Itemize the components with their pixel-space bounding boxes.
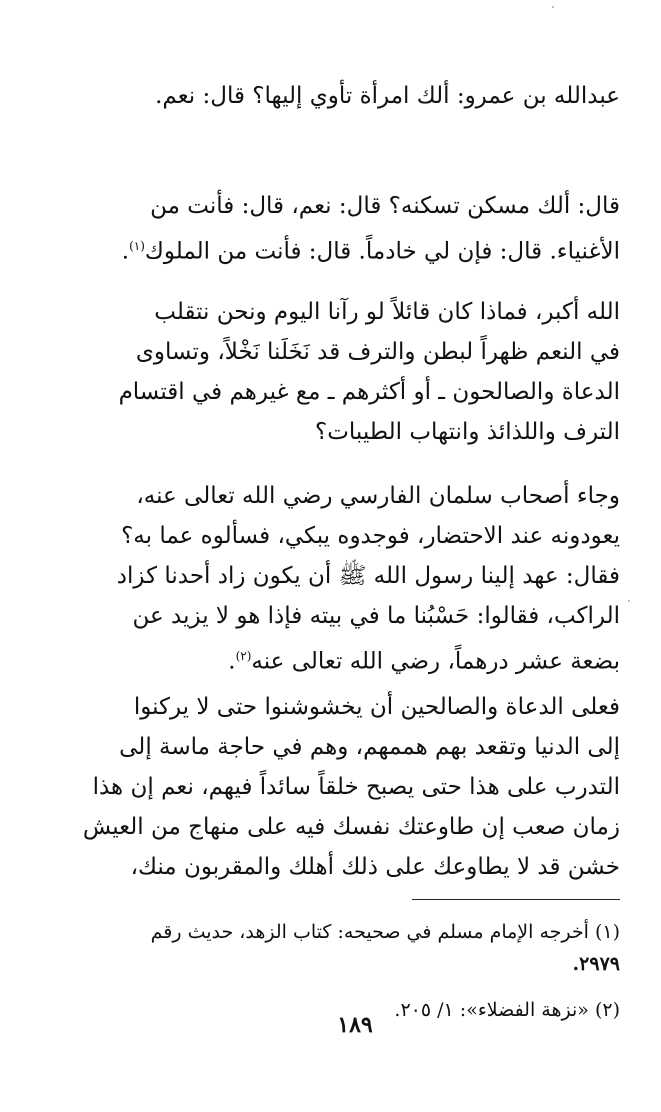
paragraph-5 [60, 687, 620, 887]
paragraph-1 [60, 76, 620, 116]
text-line: بضعة عشر درهماً، رضي الله تعالى عنه$^{(٢)}$. [228, 648, 620, 675]
text-line: زمان صعب إن طاوعتك نفسك فيه على منهاج من العيش [82, 814, 620, 840]
text-line: خشن قد لا يطاوعك على ذلك أهلك والمقربون منك، [130, 854, 620, 880]
footnote-text-continued: ٢٩٧٩. [572, 953, 620, 975]
text-line: إلى الدنيا وتقعد بهم هممهم، وهم في حاجة ماسة إلى [119, 734, 620, 760]
footnote-text: «نزهة الفضلاء»: ١/ ٢٠٥. [394, 999, 589, 1021]
footnote-ref-1: (١) [129, 239, 145, 253]
text-line: الله أكبر، فماذا كان قائلاً لو رآنا اليوم ونحن نتقلب [154, 299, 620, 325]
footnote-1 [60, 916, 620, 980]
paragraph-2 [60, 186, 620, 272]
paragraph-3 [60, 292, 620, 452]
footnote-divider [412, 899, 620, 900]
footnote-text: أخرجه الإمام مسلم في صحيحه: كتاب الزهد، حديث رقم [150, 921, 589, 943]
paragraph-4 [60, 476, 620, 682]
text-line: فقال: عهد إلينا رسول الله ﷺ أن يكون زاد أحدنا كزاد [116, 563, 620, 589]
scan-speck [552, 6, 554, 8]
scan-speck [628, 600, 630, 602]
footnote-number: (١) [594, 921, 620, 943]
text-line: قال: ألك مسكن تسكنه؟ قال: نعم، قال: فأنت من [150, 193, 620, 219]
page-number: ١٨٩ [337, 1012, 373, 1038]
text-line: التدرب على هذا حتى يصبح خلقاً سائداً فيهم، نعم إن هذا [92, 774, 620, 800]
text-line: الترف واللذائذ وانتهاب الطيبات؟ [315, 419, 620, 445]
footnote-number: (٢) [594, 999, 620, 1021]
text-line: يعودونه عند الاحتضار، فوجدوه يبكي، فسألوه عما به؟ [121, 523, 620, 549]
text-line: عبدالله بن عمرو: ألك امرأة تأوي إليها؟ قال: نعم. [155, 83, 620, 109]
text-line: الأغنياء. قال: فإن لي خادماً. قال: فأنت من الملوك$^{(١)}$. [121, 238, 620, 265]
text-line: وجاء أصحاب سلمان الفارسي رضي الله تعالى عنه، [136, 483, 620, 509]
footnote-ref-2: (٢) [235, 649, 252, 663]
text-line: الراكب، فقالوا: حَسْبُنا ما في بيته فإذا هو لا يزيد عن [132, 603, 620, 629]
text-line: فعلى الدعاة والصالحين أن يخشوشنوا حتى لا يركنوا [133, 694, 620, 720]
text-line: في النعم ظهراً لبطن والترف قد نَخَلَنا نَخْلاً، وتساوى [135, 339, 620, 365]
text-line: الدعاة والصالحون ـ أو أكثرهم ـ مع غيرهم في اقتسام [118, 379, 620, 405]
